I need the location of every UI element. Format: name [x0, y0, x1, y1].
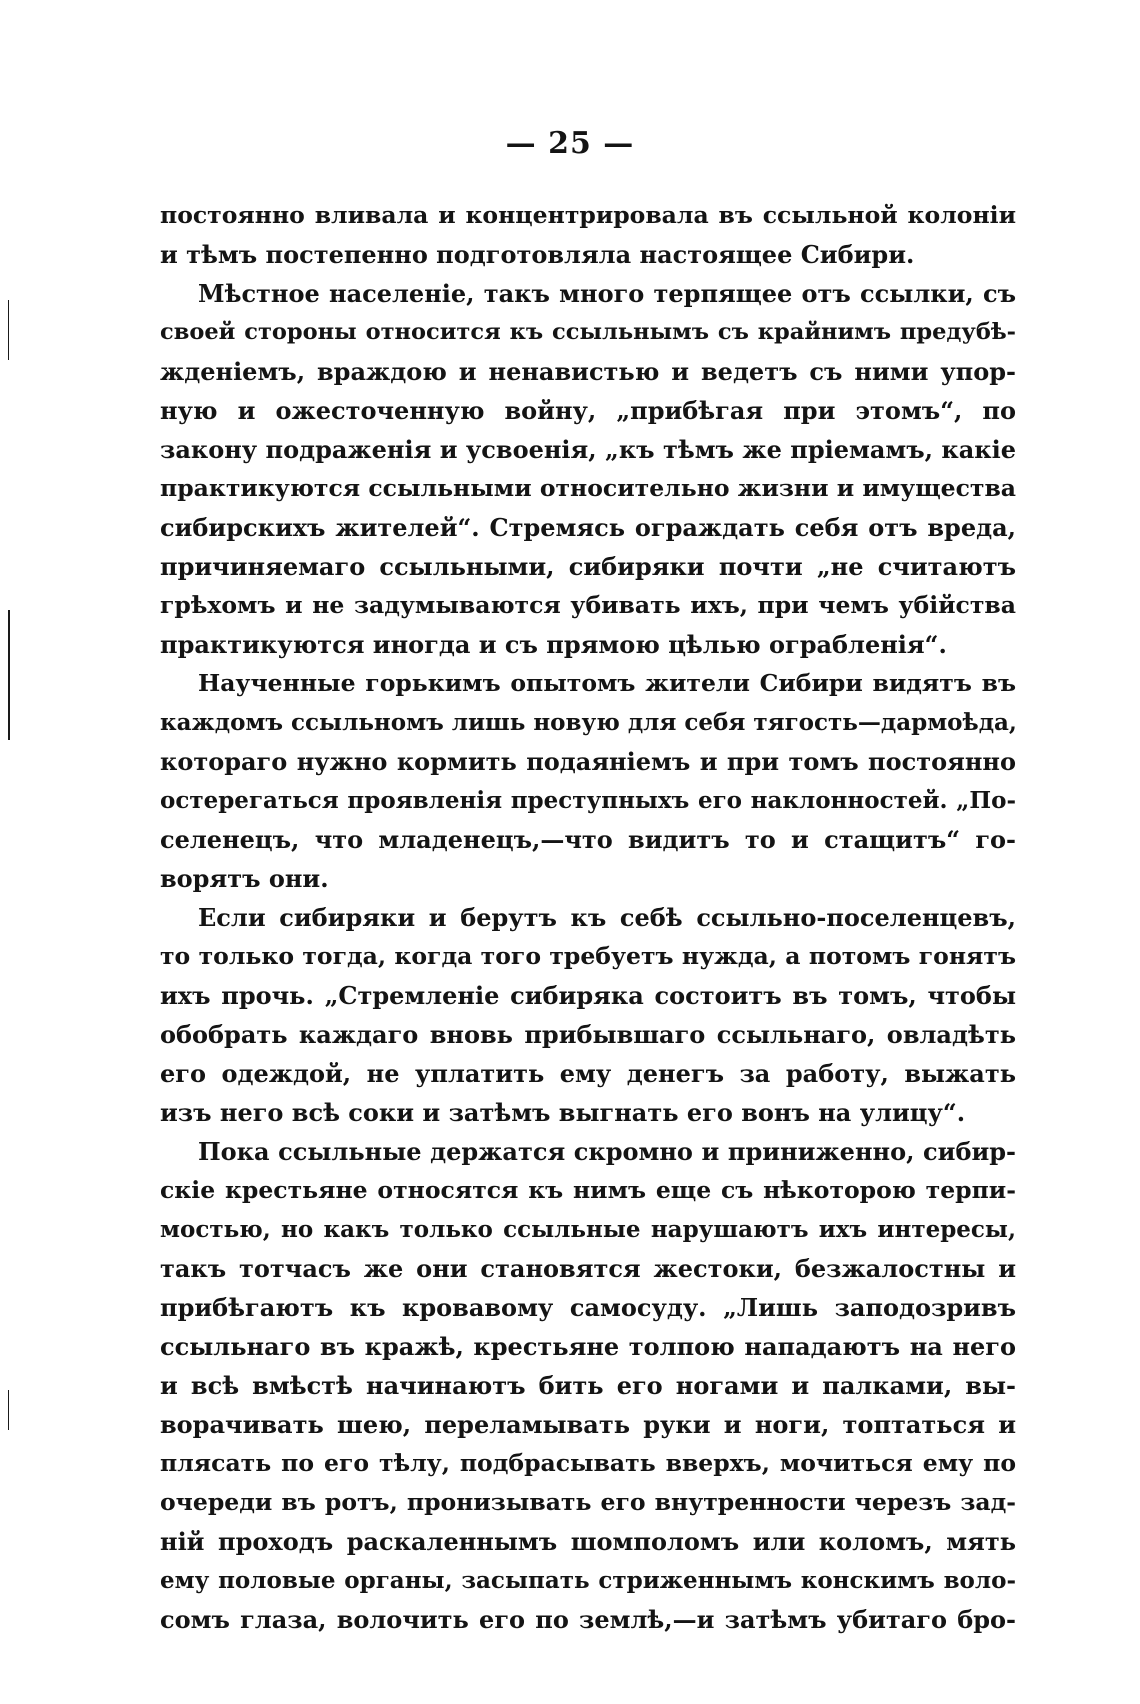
text-line: ную и ожесточенную войну, „прибѣгая при этомъ“, по [160, 396, 1016, 425]
text-line: селенецъ, что младенецъ,—что видитъ то и стащитъ“ го- [160, 825, 1016, 854]
text-line: Наученные горькимъ опытомъ жители Сибири видятъ въ [198, 669, 1016, 697]
scan-edge-mark [8, 1390, 9, 1430]
text-line: Если сибиряки и берутъ къ себѣ ссыльно-поселенцевъ, [198, 903, 1016, 932]
text-line: прибѣгаютъ къ кровавому самосуду. „Лишь заподозривъ [160, 1293, 1016, 1322]
text-line: и тѣмъ постепенно подготовляла настоящее Сибири. [160, 240, 915, 269]
text-line: Мѣстное населеніе, такъ много терпящее отъ ссылки, съ [198, 279, 1016, 308]
text-line: и всѣ вмѣстѣ начинаютъ бить его ногами и палками, вы- [160, 1371, 1016, 1400]
text-line: ссыльнаго въ кражѣ, крестьяне толпою нападаютъ на него [160, 1332, 1016, 1361]
text-line: очереди въ ротъ, пронизывать его внутренности черезъ зад- [160, 1488, 1016, 1516]
text-line: каждомъ ссыльномъ лишь новую для себя тягость—дармоѣда, [160, 709, 1017, 736]
text-line: своей стороны относится къ ссыльнымъ съ крайнимъ предубѣ- [160, 319, 1016, 345]
text-line: плясать по его тѣлу, подбрасывать вверхъ, мочиться ему по [160, 1449, 1016, 1477]
text-line: то только тогда, когда того требуетъ нужда, а потомъ гонятъ [160, 942, 1016, 970]
text-line: котораго нужно кормить подаяніемъ и при томъ постоянно [160, 747, 1016, 776]
text-line: ихъ прочь. „Стремленіе сибиряка состоитъ въ томъ, чтобы [160, 981, 1016, 1010]
text-line: обобрать каждаго вновь прибывшаго ссыльнаго, овладѣть [160, 1020, 1016, 1049]
scan-edge-mark [8, 610, 10, 740]
text-line: Пока ссыльные держатся скромно и приниженно, сибир- [198, 1137, 1016, 1166]
text-line: ворачивать шею, переламывать руки и ноги, топтаться и [160, 1410, 1016, 1439]
text-line: сомъ глаза, волочить его по землѣ,—и затѣмъ убитаго бро- [160, 1605, 1016, 1634]
text-line: ній проходъ раскаленнымъ шомполомъ или коломъ, мять [160, 1527, 1016, 1556]
text-line: мостью, но какъ только ссыльные нарушаютъ ихъ интересы, [160, 1216, 1016, 1243]
text-line: ворятъ они. [160, 864, 329, 893]
text-line: ему половые органы, засыпать стриженнымъ конскимъ воло- [160, 1567, 1016, 1594]
text-line: практикуются иногда и съ прямою цѣлью ограбленія“. [160, 630, 947, 659]
text-line: практикуются ссыльными относительно жизни и имущества [160, 474, 1017, 502]
text-line: скіе крестьяне относятся къ нимъ еще съ нѣкоторою терпи- [160, 1176, 1016, 1204]
text-line: постоянно вливала и концентрировала въ ссыльной колоніи [160, 201, 1016, 229]
text-line: его одеждой, не уплатить ему денегъ за работу, выжать [160, 1059, 1016, 1088]
text-line: сибирскихъ жителей“. Стремясь ограждать себя отъ вреда, [160, 513, 1016, 542]
text-line: жденіемъ, враждою и ненавистью и ведетъ съ ними упор- [160, 357, 1016, 386]
page-text [160, 196, 1016, 1639]
text-line: грѣхомъ и не задумываются убивать ихъ, при чемъ убійства [160, 591, 1016, 619]
text-line: такъ тотчасъ же они становятся жестоки, безжалостны и [160, 1254, 1016, 1283]
text-line: остерегаться проявленія преступныхъ его наклонностей. „По- [160, 787, 1016, 814]
text-line: изъ него всѣ соки и затѣмъ выгнать его вонъ на улицу“. [160, 1098, 966, 1127]
scan-edge-mark [8, 300, 9, 360]
text-line: причиняемаго ссыльными, сибиряки почти „не считаютъ [160, 552, 1016, 581]
page-number: — 25 — [505, 126, 635, 161]
text-line: закону подраженія и усвоенія, „къ тѣмъ же пріемамъ, какіе [160, 435, 1016, 464]
